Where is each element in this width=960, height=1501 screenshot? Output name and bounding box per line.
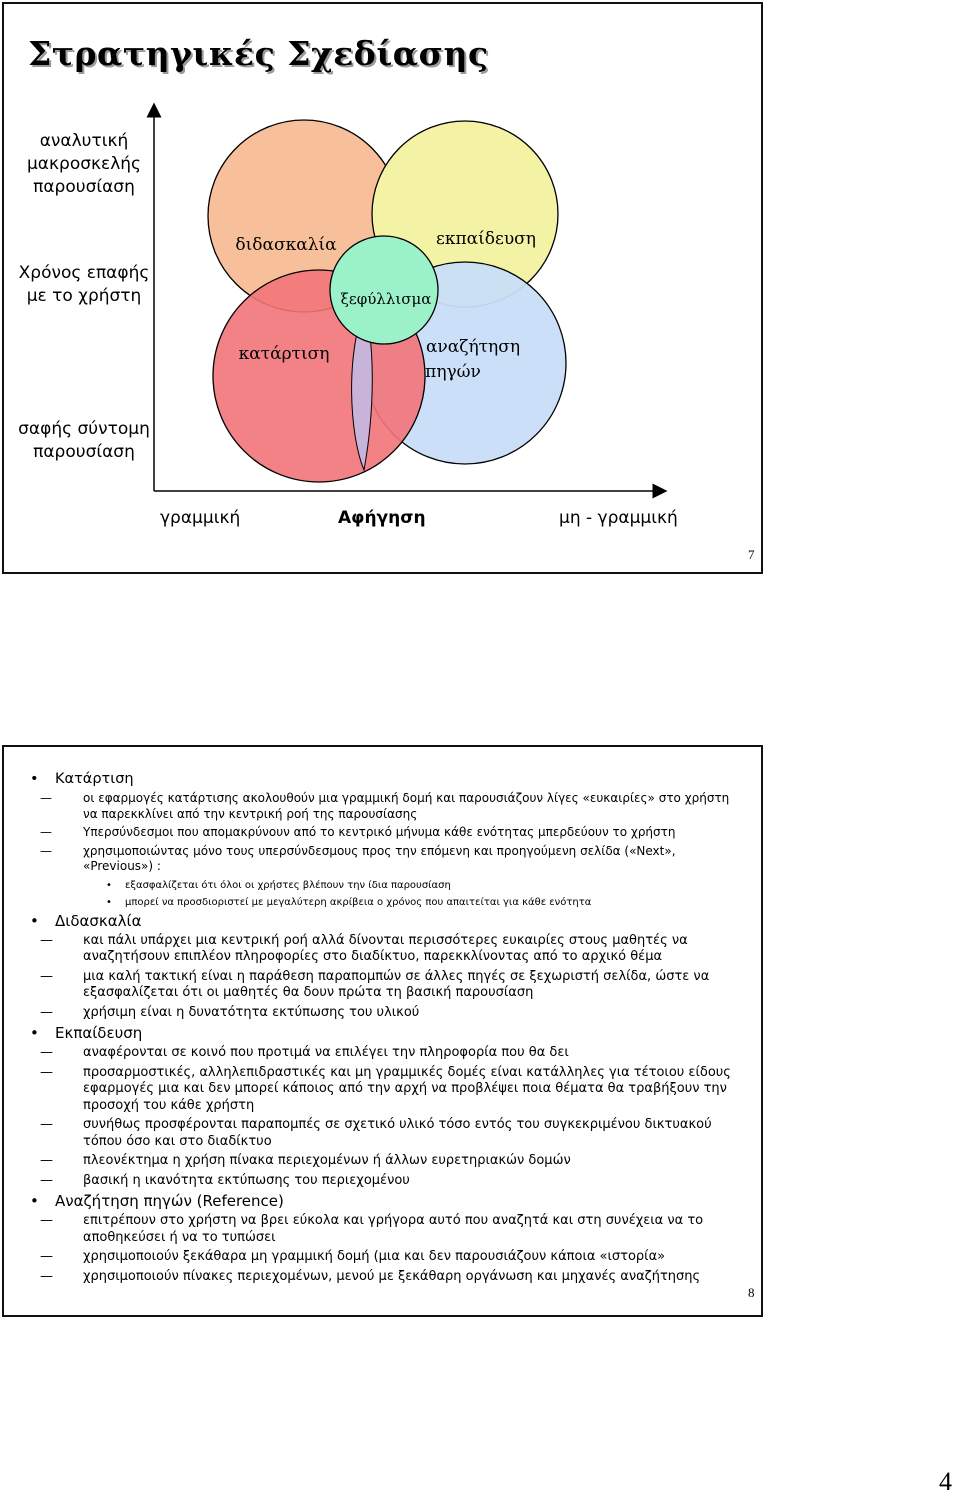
label-contact-time: Χρόνος επαφής με το χρήστη	[18, 263, 150, 306]
axis-label-linear: γραμμική	[160, 508, 241, 528]
list-item: — και πάλι υπάρχει μια κεντρική ροή αλλά δίνονται περισσότερες ευκαιρίες στους μαθητές να αναζητήσουν επιπλέον πληροφορίες στο διαδίκτυο, παρεκκλίνοντας από το αρχικό θέμα	[40, 932, 688, 964]
dash-icon: —	[40, 1268, 53, 1284]
list-item: — μια καλή τακτική είναι η παράθεση παραπομπών σε άλλες πηγές σε ξεχωριστή σελίδα, ώστε να εξασφαλίζεται ότι οι μαθητές θα δουν πρώτα τη βασική παρουσίαση	[40, 968, 710, 1000]
label-ekpaideusi: εκπαίδευση	[436, 229, 536, 249]
dash-icon: —	[40, 791, 52, 805]
dash-icon: —	[40, 825, 52, 839]
slide-strategies-diagram	[2, 2, 763, 574]
list-item: — προσαρμοστικές, αλληλεπιδραστικές και μη γραμμικές δομές είναι κατάλληλες για τέτοιου είδους εφαρμογές μια και δεν μπορεί κάποιος από την αρχή να προβλέψει ποια θέματα θα τραβήξουν την προσοχή του κάθε χρήστη	[40, 1064, 731, 1113]
label-xefyllisma: ξεφύλλισμα	[340, 290, 432, 308]
bullet-icon: •	[106, 879, 112, 891]
axis-label-narrative: Αφήγηση	[338, 508, 426, 528]
list-item: — αναφέρονται σε κοινό που προτιμά να επιλέγει την πληροφορία που θα δει	[40, 1045, 569, 1060]
label-anazitisi-2: πηγών	[425, 362, 481, 382]
dash-icon: —	[40, 1004, 53, 1020]
label-detailed-presentation: αναλυτική μακροσκελής παρουσίαση	[26, 131, 142, 197]
slide-strategies-text	[2, 745, 763, 1317]
bullet-icon: •	[106, 896, 112, 908]
label-didaskalia: διδασκαλία	[235, 235, 337, 255]
label-katartisi: κατάρτιση	[238, 344, 330, 364]
bullet-icon: •	[30, 911, 39, 930]
bullet-list	[30, 767, 745, 1285]
dash-icon: —	[40, 1117, 53, 1132]
list-item: — βασική η ικανότητα εκτύπωσης του περιεχομένου	[40, 1172, 410, 1188]
list-item: — χρήσιμη είναι η δυνατότητα εκτύπωσης του υλικού	[40, 1004, 420, 1020]
bullet-icon: •	[30, 1192, 39, 1210]
list-item: — συνήθως προσφέρονται παραπομπές σε σχετικό υλικό τόσο εντός του συγκεκριμένου δικτυακού τόπου όσο και στο διαδίκτυο	[40, 1117, 712, 1149]
list-item: — οι εφαρμογές κατάρτισης ακολουθούν μια γραμμική δομή και παρουσιάζουν λίγες «ευκαιρίες» στο χρήστη να παρεκκλίνει από την κεντρική ροή της παρουσίασης	[40, 791, 730, 821]
section-heading: • Εκπαίδευση	[30, 1024, 143, 1042]
sub-list-item: • εξασφαλίζεται ότι όλοι οι χρήστες βλέπουν την ίδια παρουσίαση	[106, 879, 451, 891]
label-anazitisi-1: αναζήτηση	[425, 337, 521, 357]
list-item: — επιτρέπουν στο χρήστη να βρει εύκολα και γρήγορα αυτό που αναζητά και στη συνέχεια να το αποθηκεύσει ή να το τυπώσει	[40, 1213, 704, 1245]
dash-icon: —	[40, 1064, 53, 1080]
dash-icon: —	[40, 1153, 53, 1168]
list-item: — χρησιμοποιούν ξεκάθαρα μη γραμμική δομή (μια και δεν παρουσιάζουν κάποια «ιστορία»	[40, 1249, 666, 1264]
list-item: — Υπερσύνδεσμοι που απομακρύνουν από το κεντρικό μήνυμα κάθε ενότητας μπερδεύουν το χρήστη	[40, 825, 676, 839]
slide-title: Στρατηγικές Σχεδίασης	[28, 34, 489, 73]
list-item: — χρησιμοποιούν πίνακες περιεχομένων, μενού με ξεκάθαρη οργάνωση και μηχανές αναζήτησης	[40, 1268, 701, 1284]
list-item: — πλεονέκτημα η χρήση πίνακα περιεχομένων ή άλλων ευρετηριακών δομών	[40, 1153, 571, 1168]
bullet-icon: •	[30, 1024, 39, 1042]
dash-icon: —	[40, 968, 53, 984]
page-number: 7	[748, 547, 755, 562]
list-item: — χρησιμοποιώντας μόνο τους υπερσύνδεσμους προς την επόμενη και προηγούμενη σελίδα («Next», «Previous») :	[40, 843, 676, 873]
sheet-number: 4	[939, 1467, 952, 1496]
axis-label-nonlinear: μη - γραμμική	[559, 508, 678, 528]
dash-icon: —	[40, 1045, 53, 1060]
dash-icon: —	[40, 843, 52, 858]
section-heading: • Διδασκαλία	[30, 911, 142, 930]
label-brief-presentation: σαφής σύντομη παρουσίαση	[18, 419, 150, 462]
sub-list-item: • μπορεί να προσδιοριστεί με μεγαλύτερη ακρίβεια ο χρόνος που απαιτείται για κάθε ενότητα	[106, 896, 592, 908]
dash-icon: —	[40, 1172, 53, 1188]
section-heading: • Κατάρτιση	[30, 771, 134, 787]
dash-icon: —	[40, 1213, 53, 1228]
dash-icon: —	[40, 932, 53, 948]
dash-icon: —	[40, 1249, 53, 1264]
bullet-icon: •	[30, 771, 39, 787]
section-heading: • Αναζήτηση πηγών (Reference)	[30, 1192, 284, 1210]
page-number: 8	[748, 1285, 755, 1300]
